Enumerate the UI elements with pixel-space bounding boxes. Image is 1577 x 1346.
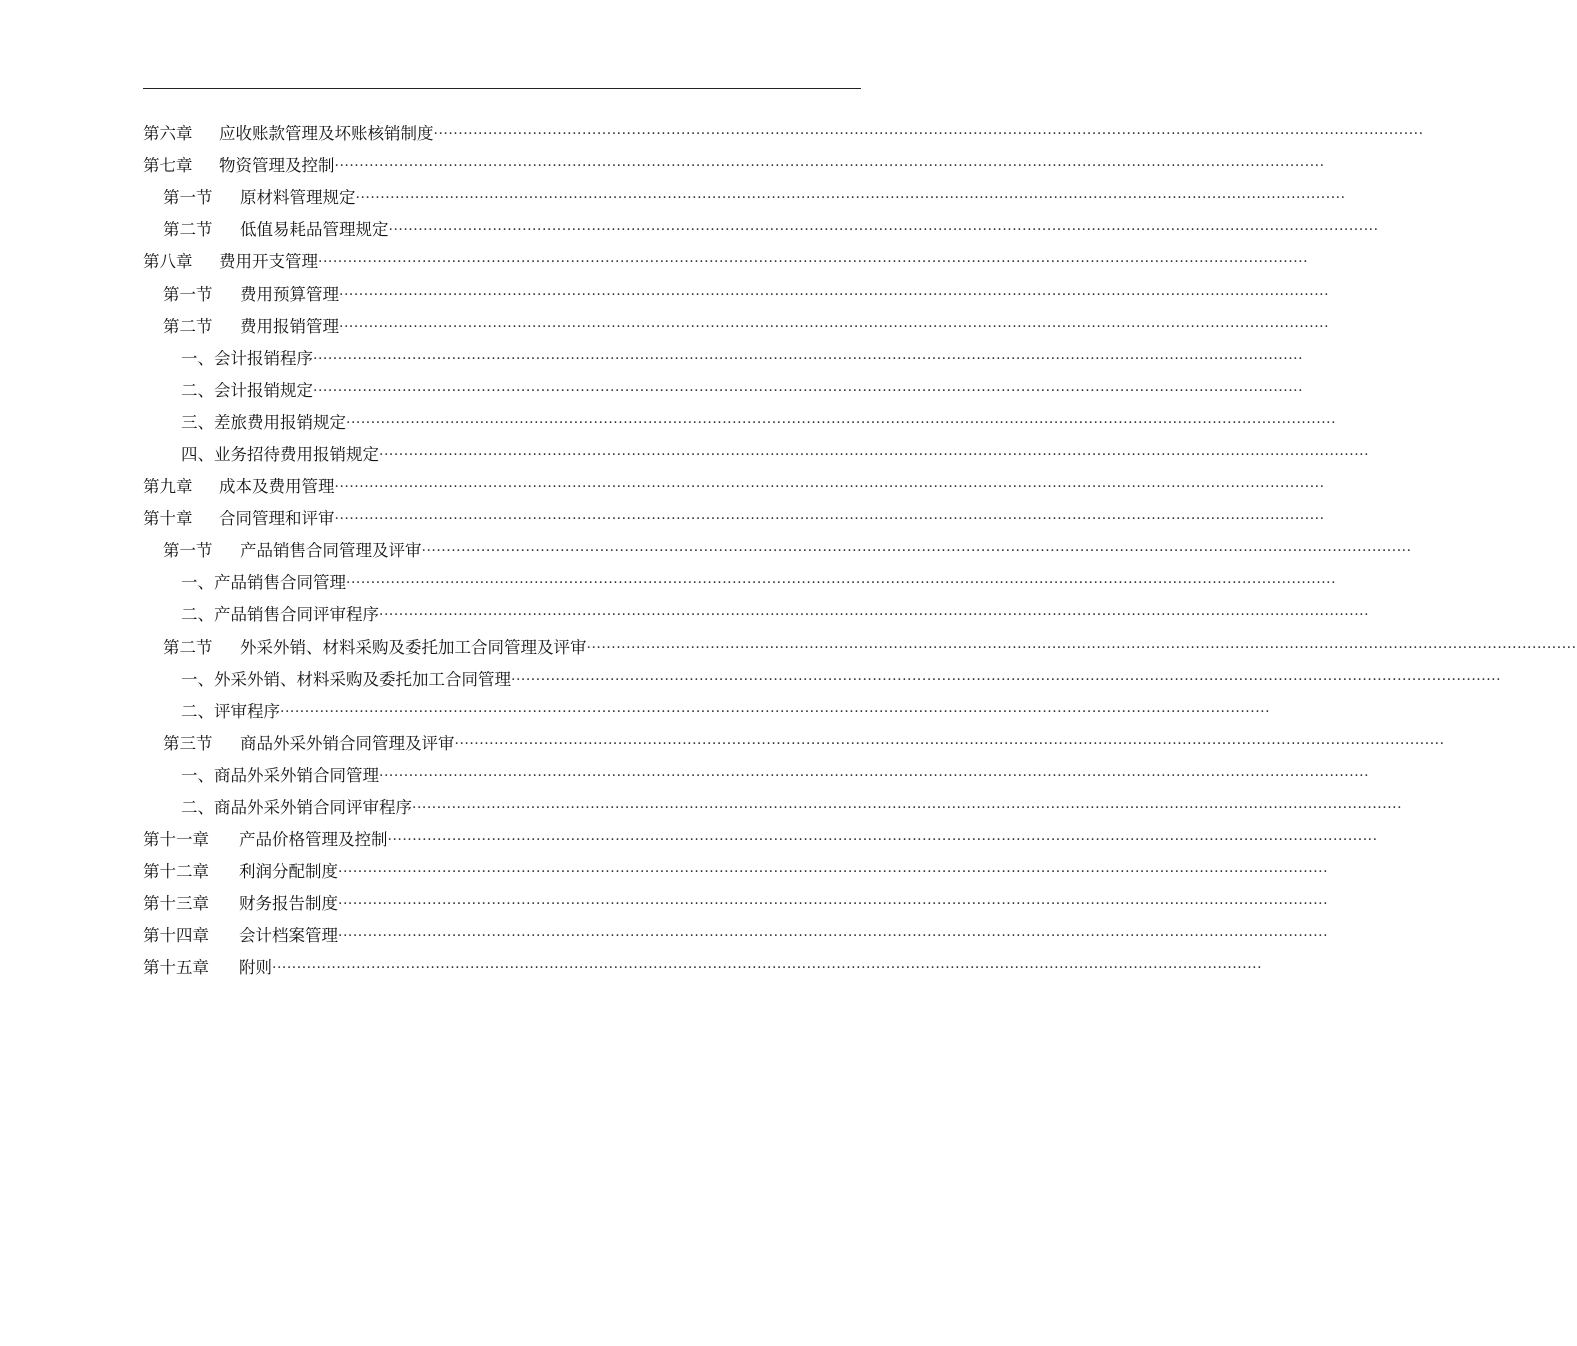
toc-entry[interactable] [143, 760, 1370, 792]
toc-entry-title: 一、会计报销程序 [181, 348, 313, 368]
toc-leader-dots: ········································································································································································································ [412, 800, 1403, 817]
toc-leader-dots: ········································································································································································································ [338, 864, 1329, 881]
toc-entry-title: 一、产品销售合同管理 [181, 573, 346, 593]
toc-entry-title: 二、会计报销规定 [181, 380, 313, 400]
toc-entry-title: 产品销售合同管理及评审 [240, 541, 422, 561]
toc-entry[interactable] [143, 439, 1370, 471]
toc-entry-number: 第十一章 [143, 830, 209, 850]
toc-entry-number: 第六章 [143, 124, 193, 144]
toc-leader-dots: ········································································································································································································ [433, 126, 1424, 143]
toc-entry[interactable] [143, 503, 1325, 535]
toc-entry[interactable] [143, 792, 1403, 824]
toc-entry-title: 一、商品外采外销合同管理 [181, 765, 379, 785]
toc-entry[interactable] [143, 182, 1346, 214]
toc-entry-number: 第二节 [163, 316, 213, 336]
toc-leader-dots: ········································································································································································································ [346, 575, 1337, 592]
toc-leader-dots: ········································································································································································································ [586, 639, 1577, 656]
toc-entry[interactable] [143, 278, 1330, 310]
toc-entry-number: 第二节 [163, 637, 213, 657]
toc-leader-dots: ········································································································································································································ [388, 222, 1379, 239]
toc-entry-title: 附则 [239, 958, 272, 978]
toc-leader-dots: ········································································································································································································ [379, 767, 1370, 784]
header-rule [143, 88, 861, 89]
toc-leader-dots: ········································································································································································································ [421, 543, 1412, 560]
toc-entry-title: 商品外采外销合同管理及评审 [240, 733, 455, 753]
toc-entry-title: 二、产品销售合同评审程序 [181, 605, 379, 625]
toc-entry-title: 产品价格管理及控制 [239, 830, 388, 850]
toc-entry[interactable] [143, 471, 1325, 503]
toc-entry-title: 二、商品外采外销合同评审程序 [181, 798, 412, 818]
toc-leader-dots: ········································································································································································································ [387, 832, 1378, 849]
toc-entry-title: 应收账款管理及坏账核销制度 [219, 124, 434, 144]
toc-leader-dots: ········································································································································································································ [339, 318, 1330, 335]
toc-leader-dots: ········································································································································································································ [454, 735, 1445, 752]
toc-entry-title: 费用预算管理 [240, 284, 339, 304]
toc-entry-title: 会计档案管理 [239, 926, 338, 946]
toc-leader-dots: ········································································································································································································ [313, 350, 1304, 367]
toc-leader-dots: ········································································································································································································ [511, 671, 1502, 688]
toc-leader-dots: ········································································································································································································ [338, 928, 1329, 945]
toc-leader-dots: ········································································································································································································ [339, 286, 1330, 303]
toc-leader-dots: ········································································································································································································ [379, 607, 1370, 624]
toc-entry-title: 财务报告制度 [239, 894, 338, 914]
toc-leader-dots: ········································································································································································································ [346, 414, 1337, 431]
toc-entry[interactable] [143, 632, 1577, 664]
toc-leader-dots: ········································································································································································································ [334, 479, 1325, 496]
toc-entry-title: 合同管理和评审 [219, 509, 335, 529]
toc-entry-title: 成本及费用管理 [219, 477, 335, 497]
toc-entry-title: 外采外销、材料采购及委托加工合同管理及评审 [240, 637, 587, 657]
toc-entry-number: 第一节 [163, 284, 213, 304]
toc-entry[interactable] [143, 856, 1329, 888]
toc-entry[interactable] [143, 664, 1502, 696]
toc-entry-number: 第九章 [143, 477, 193, 497]
toc-entry[interactable] [143, 214, 1379, 246]
toc-entry-number: 第七章 [143, 156, 193, 176]
toc-entry-number: 第一节 [163, 188, 213, 208]
toc-entry-title: 低值易耗品管理规定 [240, 220, 389, 240]
toc-entry[interactable] [143, 535, 1412, 567]
toc-entry-number: 第一节 [163, 541, 213, 561]
toc-entry-title: 费用报销管理 [240, 316, 339, 336]
toc-entry[interactable] [143, 407, 1337, 439]
toc-leader-dots: ········································································································································································································ [379, 446, 1370, 463]
toc-leader-dots: ········································································································································································································ [280, 703, 1271, 720]
toc-entry[interactable] [143, 952, 1263, 984]
toc-entry-number: 第十四章 [143, 926, 209, 946]
toc-leader-dots: ········································································································································································································ [272, 960, 1263, 977]
toc-entry-title: 一、外采外销、材料采购及委托加工合同管理 [181, 669, 511, 689]
toc-entry-title: 费用开支管理 [219, 252, 318, 272]
toc-entry[interactable] [143, 696, 1271, 728]
toc-entry-number: 第十三章 [143, 894, 209, 914]
toc-entry[interactable] [143, 728, 1445, 760]
toc-entry-number: 第二节 [163, 220, 213, 240]
toc-entry[interactable] [143, 150, 1325, 182]
toc-entry-title: 二、评审程序 [181, 701, 280, 721]
toc-entry-number: 第八章 [143, 252, 193, 272]
toc-entry[interactable] [143, 920, 1329, 952]
toc-entry-number: 第十五章 [143, 958, 209, 978]
toc-entry-number: 第三节 [163, 733, 213, 753]
toc-entry[interactable] [143, 343, 1304, 375]
toc-entry[interactable] [143, 599, 1370, 631]
toc-entry-number: 第十二章 [143, 862, 209, 882]
toc-entry[interactable] [143, 118, 1424, 150]
toc-entry-title: 四、业务招待费用报销规定 [181, 444, 379, 464]
toc-entry-number: 第十章 [143, 509, 193, 529]
toc-entry[interactable] [143, 375, 1304, 407]
toc-entry-title: 物资管理及控制 [219, 156, 335, 176]
toc-entry[interactable] [143, 246, 1309, 278]
toc-leader-dots: ········································································································································································································ [355, 190, 1346, 207]
toc-entry[interactable] [143, 311, 1330, 343]
toc-leader-dots: ········································································································································································································ [334, 158, 1325, 175]
table-of-contents [143, 118, 1577, 985]
toc-leader-dots: ········································································································································································································ [313, 382, 1304, 399]
toc-leader-dots: ········································································································································································································ [334, 511, 1325, 528]
toc-entry-title: 利润分配制度 [239, 862, 338, 882]
toc-entry[interactable] [143, 824, 1378, 856]
toc-leader-dots: ········································································································································································································ [338, 896, 1329, 913]
toc-entry-title: 三、差旅费用报销规定 [181, 412, 346, 432]
toc-entry[interactable] [143, 888, 1329, 920]
toc-entry-title: 原材料管理规定 [240, 188, 356, 208]
toc-entry[interactable] [143, 567, 1337, 599]
toc-leader-dots: ········································································································································································································ [318, 254, 1309, 271]
